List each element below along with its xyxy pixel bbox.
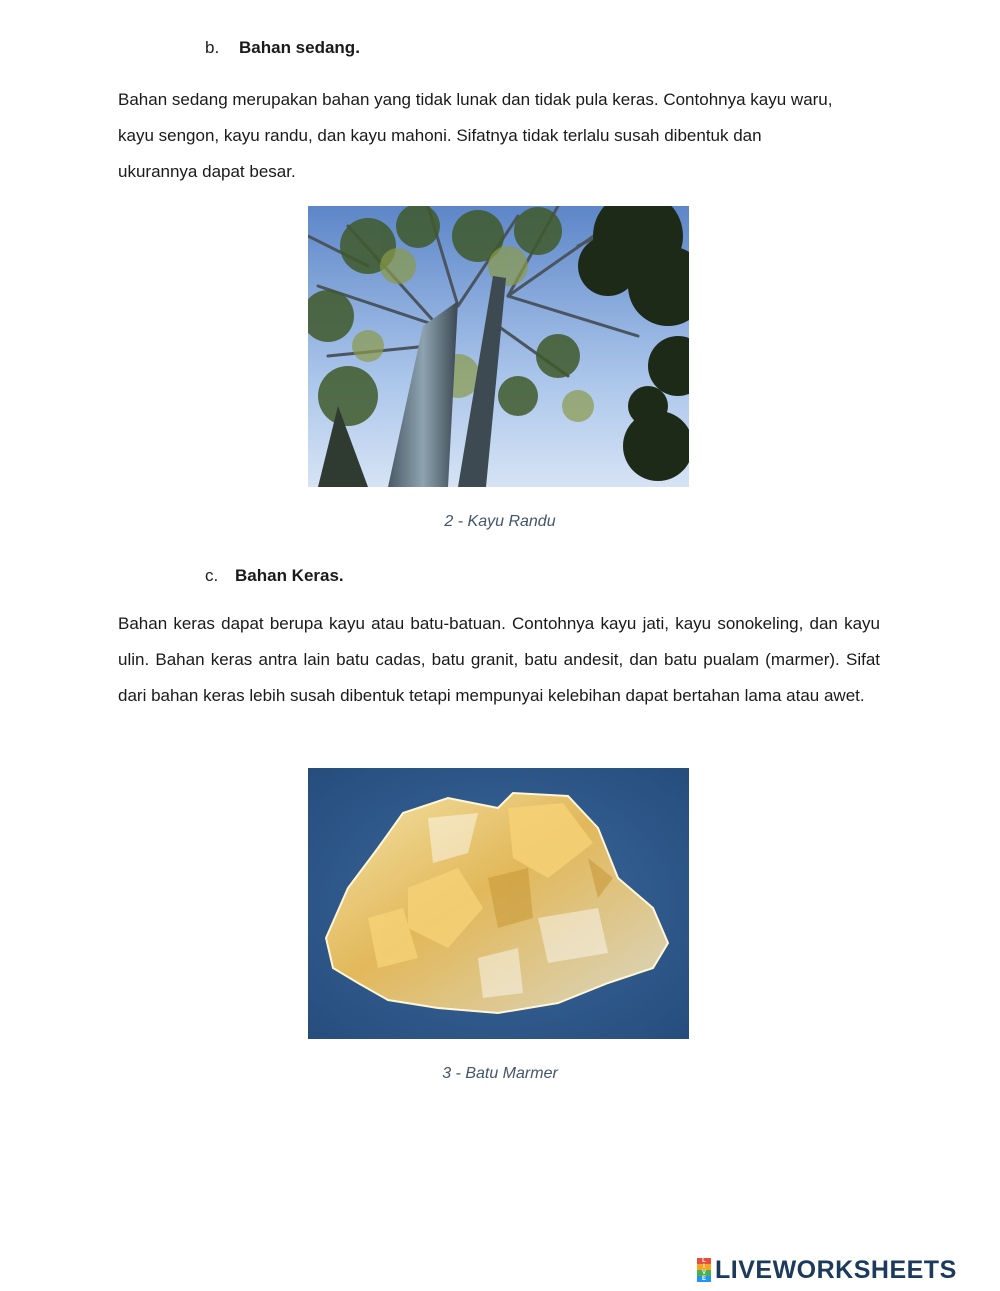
section-c-heading <box>205 566 344 586</box>
figure-caption: 3 - Batu Marmer <box>442 1065 558 1082</box>
liveworksheets-logo-icon: L I V E <box>697 1258 711 1282</box>
brand-text: LIVEWORKSHEETS <box>715 1255 957 1284</box>
list-marker: b. <box>205 38 220 57</box>
liveworksheets-watermark <box>697 1255 957 1285</box>
section-b-paragraph <box>118 82 880 190</box>
section-b-heading <box>205 38 360 58</box>
paragraph-line: kayu sengon, kayu randu, dan kayu mahoni. Sifatnya tidak terlalu susah dibentuk dan <box>118 126 762 145</box>
kayu-randu-photo <box>308 206 689 487</box>
section-title: Bahan Keras. <box>235 566 344 585</box>
section-c-paragraph: Bahan keras dapat berupa kayu atau batu-batuan. Contohnya kayu jati, kayu sonokeling, dan kayu ulin. Bahan keras antra lain batu cadas, batu granit, batu andesit, dan batu pualam (marmer). Sifat dari bahan keras lebih susah dibentuk tetapi mempunyai kelebihan dapat bertahan lama atau awet. <box>118 614 880 705</box>
figure-caption: 2 - Kayu Randu <box>444 513 556 530</box>
paragraph-line: ukurannya dapat besar. <box>118 162 296 181</box>
list-marker: c. <box>205 566 219 585</box>
batu-marmer-photo <box>308 768 689 1039</box>
section-title: Bahan sedang. <box>239 38 360 57</box>
paragraph-line: Bahan sedang merupakan bahan yang tidak lunak dan tidak pula keras. Contohnya kayu waru, <box>118 90 833 109</box>
